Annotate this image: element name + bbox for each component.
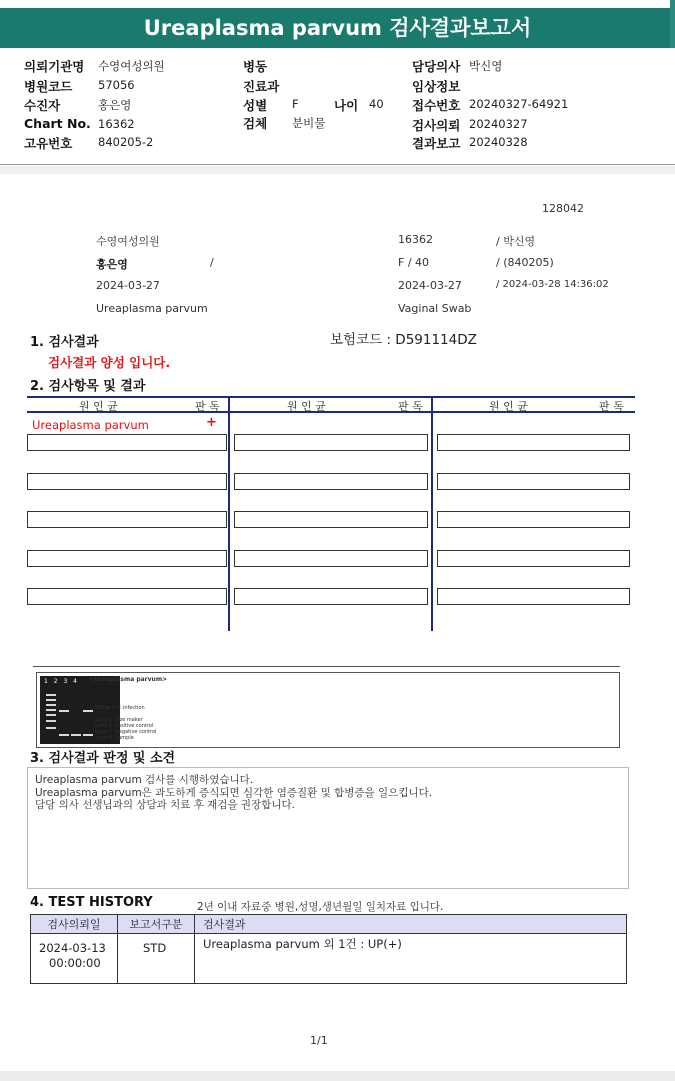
test-request-value: 20240327 <box>469 117 528 131</box>
opinion-line-1: Ureaplasma parvum 검사를 시행하였습니다. <box>35 774 254 786</box>
history-col-divider-1 <box>117 934 118 983</box>
hospital-name-label: 의뢰기관명 <box>24 59 85 74</box>
page-number: 1/1 <box>310 1034 328 1047</box>
gel-caption: <Ureaplasma parvum> <box>89 676 168 683</box>
chart-no-label: Chart No. <box>24 116 91 131</box>
ward-label: 병동 <box>243 59 268 74</box>
result-cell <box>437 588 630 605</box>
gel-legend-4: Lane 4. Sample <box>95 735 134 741</box>
result-cell <box>234 588 428 605</box>
history-date: 2024-03-13 <box>39 941 106 955</box>
section4-title: 4. TEST HISTORY <box>30 895 153 910</box>
sex-label: 성별 <box>243 98 268 113</box>
col2-judge-header: 판 독 <box>398 400 423 413</box>
section3-title: 3. 검사결과 판정 및 소견 <box>30 751 176 766</box>
result-organism-1: Ureaplasma parvum <box>32 418 149 432</box>
report-title: Ureaplasma parvum 검사결과보고서 <box>0 8 675 48</box>
receipt-no-label: 접수번호 <box>412 98 461 113</box>
doctor-value: 박신영 <box>469 59 503 73</box>
insurance-code: 보험코드 : D591114DZ <box>330 332 477 348</box>
history-header-date: 검사의뢰일 <box>31 915 118 934</box>
hospital-code-label: 병원코드 <box>24 79 73 94</box>
col3-judge-header: 판 독 <box>599 400 624 413</box>
gel-band <box>46 720 56 722</box>
col3-organism-header: 원 인 균 <box>489 400 528 413</box>
patient-value: 홍은영 <box>98 98 132 112</box>
unique-no-label: 고유번호 <box>24 136 73 151</box>
hospital-code-value: 57056 <box>98 78 135 92</box>
gel-lane-numbers: 1 2 3 4 <box>44 678 79 685</box>
opinion-line-2: Ureaplasma parvum은 과도하게 증식되면 심각한 염증질환 및 합병증을 일으킵니다. <box>35 787 433 799</box>
history-result: Ureaplasma parvum 외 1건 : UP(+) <box>203 937 402 951</box>
gel-arrow-label: ← 350bp U.P. infection <box>89 705 145 711</box>
history-col-divider-2 <box>194 934 195 983</box>
gel-band <box>46 704 56 706</box>
gel-legend-3: Lane 3. Negative control <box>95 729 157 735</box>
result-cell <box>234 473 428 490</box>
col1-organism-header: 원 인 균 <box>79 400 118 413</box>
results-table-top-line <box>27 396 635 398</box>
patient-label: 수진자 <box>24 98 61 113</box>
gel-legend-2: Lane 2. Positive control <box>95 723 154 729</box>
result-cell <box>27 434 227 451</box>
result-cell <box>27 550 227 567</box>
receipt-no-value: 20240327-64921 <box>469 97 569 111</box>
result-cell <box>437 434 630 451</box>
result-cell <box>437 473 630 490</box>
sex-value: F <box>292 97 299 111</box>
patient-chart: 16362 <box>398 233 433 246</box>
patient-hospital: 수영여성의원 <box>96 235 160 248</box>
specimen-value: 분비물 <box>292 116 326 130</box>
gel-band <box>46 694 56 696</box>
gel-band <box>46 727 56 729</box>
gel-band <box>83 734 93 736</box>
unique-no-value: 840205-2 <box>98 135 154 149</box>
history-header-type: 보고서구분 <box>118 915 195 934</box>
patient-name-slash: / <box>210 256 214 269</box>
page-break-band <box>0 166 675 174</box>
col2-organism-header: 원 인 균 <box>287 400 326 413</box>
specimen-label: 검체 <box>243 116 268 131</box>
result-cell <box>437 550 630 567</box>
section2-title: 2. 검사항목 및 결과 <box>30 379 146 394</box>
age-value: 40 <box>369 97 384 111</box>
patient-id: / (840205) <box>496 256 554 269</box>
department-label: 진료과 <box>243 79 280 94</box>
history-type: STD <box>143 941 167 955</box>
result-judge-1: + <box>206 415 217 430</box>
result-summary: 검사결과 양성 입니다. <box>48 355 171 370</box>
gel-figure <box>36 672 620 748</box>
patient-name: 홍은영 <box>96 258 128 271</box>
title-bar-edge <box>670 0 675 48</box>
section1-title: 1. 검사결과 <box>30 335 99 350</box>
gel-top-rule <box>33 666 620 667</box>
test-request-label: 검사의뢰 <box>412 118 461 133</box>
gel-band <box>59 710 69 712</box>
result-report-value: 20240328 <box>469 135 528 149</box>
result-cell <box>234 550 428 567</box>
patient-doctor: / 박신영 <box>496 235 536 248</box>
result-report-label: 결과보고 <box>412 136 461 151</box>
request-date: 2024-03-27 <box>96 279 160 292</box>
result-cell <box>27 588 227 605</box>
result-cell <box>234 511 428 528</box>
results-divider-2 <box>431 396 433 631</box>
result-cell <box>437 511 630 528</box>
chart-no-value: 16362 <box>98 117 135 131</box>
gel-band <box>46 699 56 701</box>
gel-band <box>46 714 56 716</box>
specimen-type: Vaginal Swab <box>398 302 472 315</box>
patient-sex-age: F / 40 <box>398 256 430 269</box>
age-label: 나이 <box>334 98 359 113</box>
results-table-header-line <box>27 411 635 413</box>
test-name: Ureaplasma parvum <box>96 302 208 315</box>
gel-band <box>59 734 69 736</box>
col1-judge-header: 판 독 <box>195 400 220 413</box>
history-table <box>30 914 627 984</box>
history-time: 00:00:00 <box>49 956 101 970</box>
history-header-result: 검사결과 <box>195 915 626 934</box>
result-cell <box>234 434 428 451</box>
patient-code: 128042 <box>542 202 584 215</box>
header-separator <box>0 164 675 165</box>
gel-band <box>71 734 81 736</box>
result-cell <box>27 511 227 528</box>
gel-band <box>46 709 56 711</box>
result-cell <box>27 473 227 490</box>
footer-band <box>0 1071 675 1081</box>
results-divider-1 <box>228 396 230 631</box>
receive-date: 2024-03-27 <box>398 279 462 292</box>
report-datetime: / 2024-03-28 14:36:02 <box>496 279 609 290</box>
opinion-line-3: 담당 의사 선생님과의 상담과 치료 후 재검을 권장합니다. <box>35 799 295 811</box>
clinical-info-label: 임상정보 <box>412 79 461 94</box>
doctor-label: 담당의사 <box>412 59 461 74</box>
header-info <box>0 50 675 166</box>
gel-legend-1: Lane 1. Size maker <box>95 717 143 723</box>
opinion-box <box>27 767 629 889</box>
hospital-name-value: 수영여성의원 <box>98 59 165 73</box>
history-note: 2년 이내 자료중 병원,성명,생년월일 일치자료 입니다. <box>197 901 444 913</box>
